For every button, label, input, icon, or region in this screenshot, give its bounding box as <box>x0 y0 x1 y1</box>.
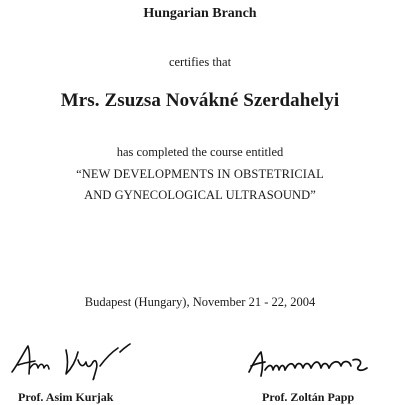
signer-name-papp: Prof. Zoltán Papp <box>262 390 355 404</box>
recipient-name: Mrs. Zsuzsa Novákné Szerdahelyi <box>60 90 340 111</box>
completed-course-text: has completed the course entitled <box>116 145 284 159</box>
place-and-date: Budapest (Hungary), November 21 - 22, 2004 <box>84 295 316 309</box>
signature-kurjak <box>8 338 133 383</box>
certifies-text: certifies that <box>168 55 232 69</box>
course-title-line-1: “NEW DEVELOPMENTS IN OBSTETRICIAL <box>76 167 324 181</box>
signature-papp <box>245 346 375 381</box>
course-title-line-2: AND GYNECOLOGICAL ULTRASOUND” <box>84 188 316 202</box>
issuer-heading: Hungarian Branch <box>143 6 257 21</box>
signer-name-kurjak: Prof. Asim Kurjak <box>18 390 114 404</box>
